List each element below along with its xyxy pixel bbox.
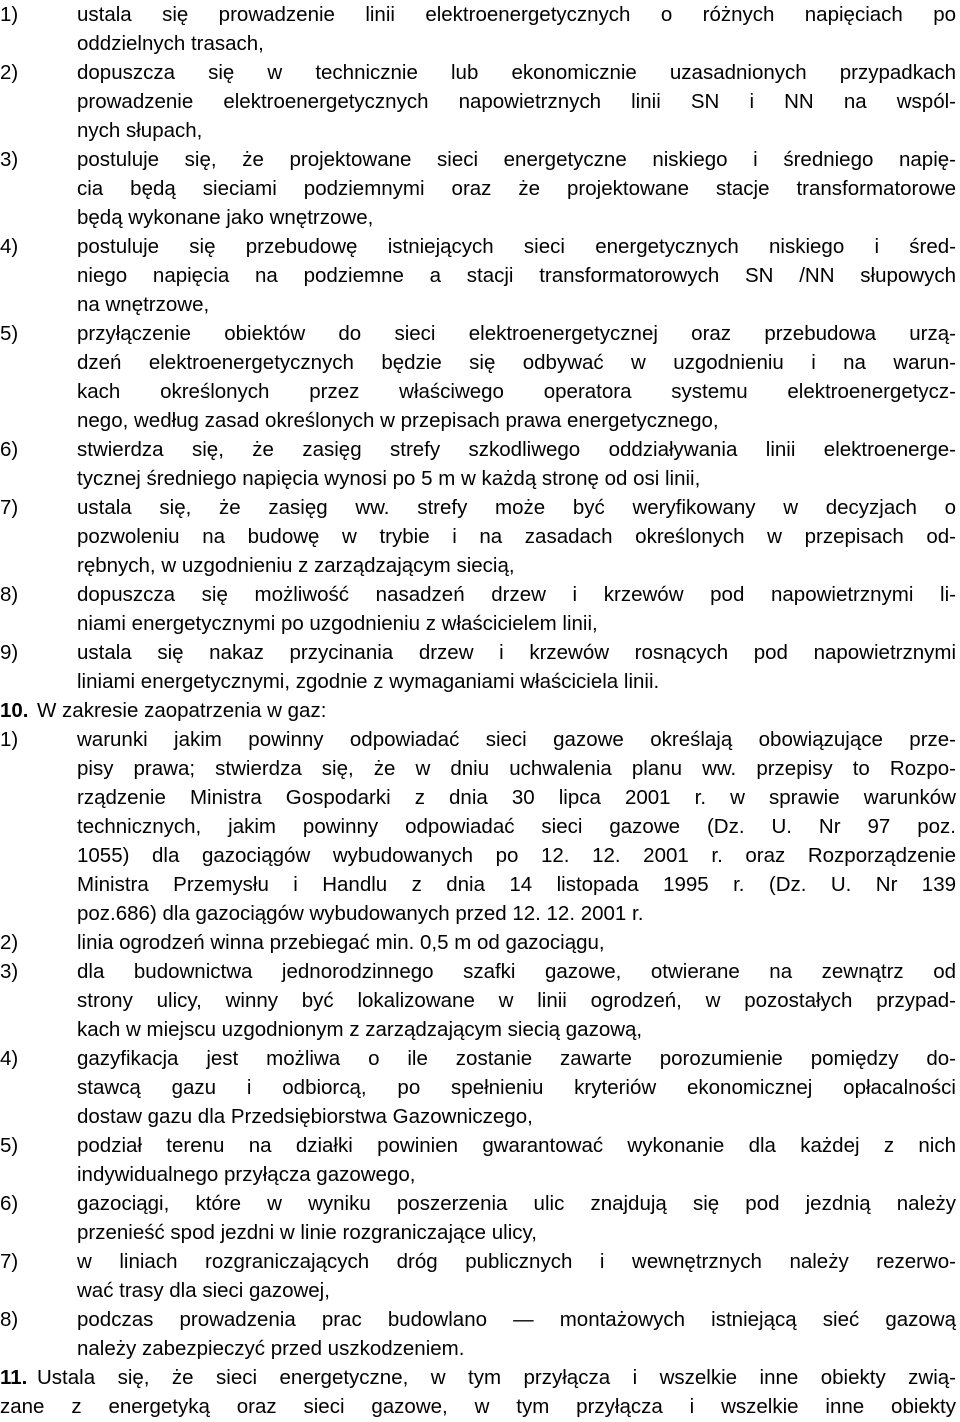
text-line (0, 1073, 960, 1102)
text-line (0, 1218, 960, 1247)
text-line (0, 1015, 960, 1044)
text-line (0, 406, 960, 435)
list-number: 1) (0, 728, 19, 751)
text-line (0, 174, 960, 203)
text-line (0, 551, 960, 580)
line-text: dzeń elektroenergetycznych będzie się odbywać w uzgodnieniu i na warun- (77, 351, 956, 374)
line-text: prowadzenie elektroenergetycznych napowietrznych linii SN i NN na wspól- (77, 90, 956, 113)
text-line (0, 1247, 960, 1276)
text-line (0, 1363, 960, 1392)
text-line (0, 1305, 960, 1334)
list-number: 1) (0, 3, 19, 26)
text-line (0, 986, 960, 1015)
line-text: będą wykonane jako wnętrzowe, (77, 206, 374, 229)
line-text: w liniach rozgraniczających dróg publicznych i wewnętrznych należy rezerwo- (77, 1250, 956, 1273)
line-text: oddzielnych trasach, (77, 32, 264, 55)
text-line (0, 58, 960, 87)
text-line (0, 1131, 960, 1160)
line-text: Ministra Przemysłu i Handlu z dnia 14 listopada 1995 r. (Dz. U. Nr 139 (77, 873, 956, 896)
text-line (0, 841, 960, 870)
text-line (0, 1334, 960, 1363)
line-text: cia będą sieciami podziemnymi oraz że projektowane stacje transformatorowe (77, 177, 956, 200)
text-line (0, 522, 960, 551)
section-number: 10. (0, 699, 29, 722)
list-number: 6) (0, 1192, 19, 1215)
text-line (0, 638, 960, 667)
text-line (0, 580, 960, 609)
text-line (0, 0, 960, 29)
text-line (0, 1044, 960, 1073)
line-text: wać trasy dla sieci gazowej, (77, 1279, 330, 1302)
text-line (0, 464, 960, 493)
line-text: strony ulicy, winny być lokalizowane w linii ogrodzeń, w pozostałych przypad- (77, 989, 956, 1012)
line-text: pisy prawa; stwierdza się, że w dniu uchwalenia planu ww. przepisy to Rozpo- (77, 757, 956, 780)
text-line (0, 261, 960, 290)
line-text: indywidualnego przyłącza gazowego, (77, 1163, 416, 1186)
line-text: na wnętrzowe, (77, 293, 210, 316)
line-text: stwierdza się, że zasięg strefy szkodliwego oddziaływania linii elektroenerge- (77, 438, 956, 461)
line-text: ustala się nakaz przycinania drzew i krzewów rosnących pod napowietrznymi (77, 641, 956, 664)
line-text: liniami energetycznymi, zgodnie z wymaganiami właściciela linii. (77, 670, 660, 693)
line-text: pozwoleniu na budowę w trybie i na zasadach określonych w przepisach od- (77, 525, 956, 548)
line-text: technicznych, jakim powinny odpowiadać sieci gazowe (Dz. U. Nr 97 poz. (77, 815, 956, 838)
list-number: 7) (0, 1250, 19, 1273)
line-text: niami energetycznymi po uzgodnieniu z właścicielem linii, (77, 612, 598, 635)
text-line (0, 116, 960, 145)
line-text: Ustala się, że sieci energetyczne, w tym przyłącza i wszelkie inne obiekty zwią- (37, 1366, 956, 1389)
list-number: 4) (0, 235, 19, 258)
line-text: niego napięcia na podziemne a stacji transformatorowych SN /NN słupowych (77, 264, 956, 287)
line-text: W zakresie zaopatrzenia w gaz: (37, 699, 327, 722)
list-number: 2) (0, 931, 19, 954)
text-line (0, 1160, 960, 1189)
text-line (0, 696, 960, 725)
text-line (0, 1189, 960, 1218)
line-text: dopuszcza się możliwość nasadzeń drzew i krzewów pod napowietrznymi li- (77, 583, 956, 606)
text-line (0, 870, 960, 899)
text-line (0, 290, 960, 319)
text-line (0, 1276, 960, 1305)
text-line (0, 899, 960, 928)
text-line (0, 145, 960, 174)
list-number: 3) (0, 148, 19, 171)
line-text: rębnych, w uzgodnieniu z zarządzającym siecią, (77, 554, 515, 577)
text-line (0, 435, 960, 464)
line-text: ustala się prowadzenie linii elektroenergetycznych o różnych napięciach po (77, 3, 956, 26)
line-text: nych słupach, (77, 119, 203, 142)
text-line (0, 29, 960, 58)
line-text: należy zabezpieczyć przed uszkodzeniem. (77, 1337, 465, 1360)
text-line (0, 232, 960, 261)
text-line (0, 928, 960, 957)
text-line (0, 667, 960, 696)
line-text: stawcą gazu i odbiorcą, po spełnieniu kryteriów ekonomicznej opłacalności (77, 1076, 956, 1099)
text-line (0, 493, 960, 522)
section-number: 11. (0, 1366, 28, 1389)
text-line (0, 957, 960, 986)
list-number: 3) (0, 960, 19, 983)
text-line (0, 1102, 960, 1131)
text-line (0, 783, 960, 812)
line-text: kach określonych przez właściwego operatora systemu elektroenergetycz- (77, 380, 956, 403)
line-text: gazociągi, które w wyniku poszerzenia ulic znajdują się pod jezdnią należy (77, 1192, 956, 1215)
line-text: 1055) dla gazociągów wybudowanych po 12. 12. 2001 r. oraz Rozporządzenie (77, 844, 956, 867)
line-text: podczas prowadzenia prac budowlano — montażowych istniejącą sieć gazową (77, 1308, 956, 1331)
line-text: kach w miejscu uzgodnionym z zarządzającym siecią gazową, (77, 1018, 643, 1041)
text-line (0, 319, 960, 348)
list-number: 6) (0, 438, 19, 461)
line-text: dla budownictwa jednorodzinnego szafki gazowe, otwierane na zewnątrz od (77, 960, 956, 983)
line-text: podział terenu na działki powinien gwarantować wykonanie dla każdej z nich (77, 1134, 956, 1157)
line-text: warunki jakim powinny odpowiadać sieci gazowe określają obowiązujące prze- (77, 728, 956, 751)
line-text: nego, według zasad określonych w przepisach prawa energetycznego, (77, 409, 719, 432)
line-text: ustala się, że zasięg ww. strefy może być weryfikowany w decyzjach o (77, 496, 956, 519)
line-text: postuluje się, że projektowane sieci energetyczne niskiego i średniego napię- (77, 148, 956, 171)
text-line (0, 348, 960, 377)
text-line (0, 725, 960, 754)
line-text: przenieść spod jezdni w linie rozgraniczające ulicy, (77, 1221, 537, 1244)
line-text: rządzenie Ministra Gospodarki z dnia 30 lipca 2001 r. w sprawie warunków (77, 786, 956, 809)
text-line (0, 1392, 960, 1421)
line-text: przyłączenie obiektów do sieci elektroenergetycznej oraz przebudowa urzą- (77, 322, 956, 345)
line-text: tycznej średniego napięcia wynosi po 5 m w każdą stronę od osi linii, (77, 467, 701, 490)
line-text: zane z energetyką oraz sieci gazowe, w tym przyłącza i wszelkie inne obiekty (0, 1395, 956, 1418)
list-number: 8) (0, 583, 19, 606)
line-text: poz.686) dla gazociągów wybudowanych przed 12. 12. 2001 r. (77, 902, 644, 925)
text-line (0, 754, 960, 783)
line-text: linia ogrodzeń winna przebiegać min. 0,5 m od gazociągu, (77, 931, 605, 954)
list-number: 4) (0, 1047, 19, 1070)
text-line (0, 377, 960, 406)
list-number: 2) (0, 61, 19, 84)
text-line (0, 87, 960, 116)
line-text: dopuszcza się w technicznie lub ekonomicznie uzasadnionych przypadkach (77, 61, 956, 84)
text-line (0, 203, 960, 232)
text-line (0, 609, 960, 638)
list-number: 9) (0, 641, 19, 664)
list-number: 5) (0, 322, 19, 345)
line-text: gazyfikacja jest możliwa o ile zostanie zawarte porozumienie pomiędzy do- (77, 1047, 956, 1070)
list-number: 5) (0, 1134, 19, 1157)
text-line (0, 812, 960, 841)
line-text: postuluje się przebudowę istniejących sieci energetycznych niskiego i śred- (77, 235, 956, 258)
list-number: 8) (0, 1308, 19, 1331)
list-number: 7) (0, 496, 19, 519)
line-text: dostaw gazu dla Przedsiębiorstwa Gazowniczego, (77, 1105, 533, 1128)
